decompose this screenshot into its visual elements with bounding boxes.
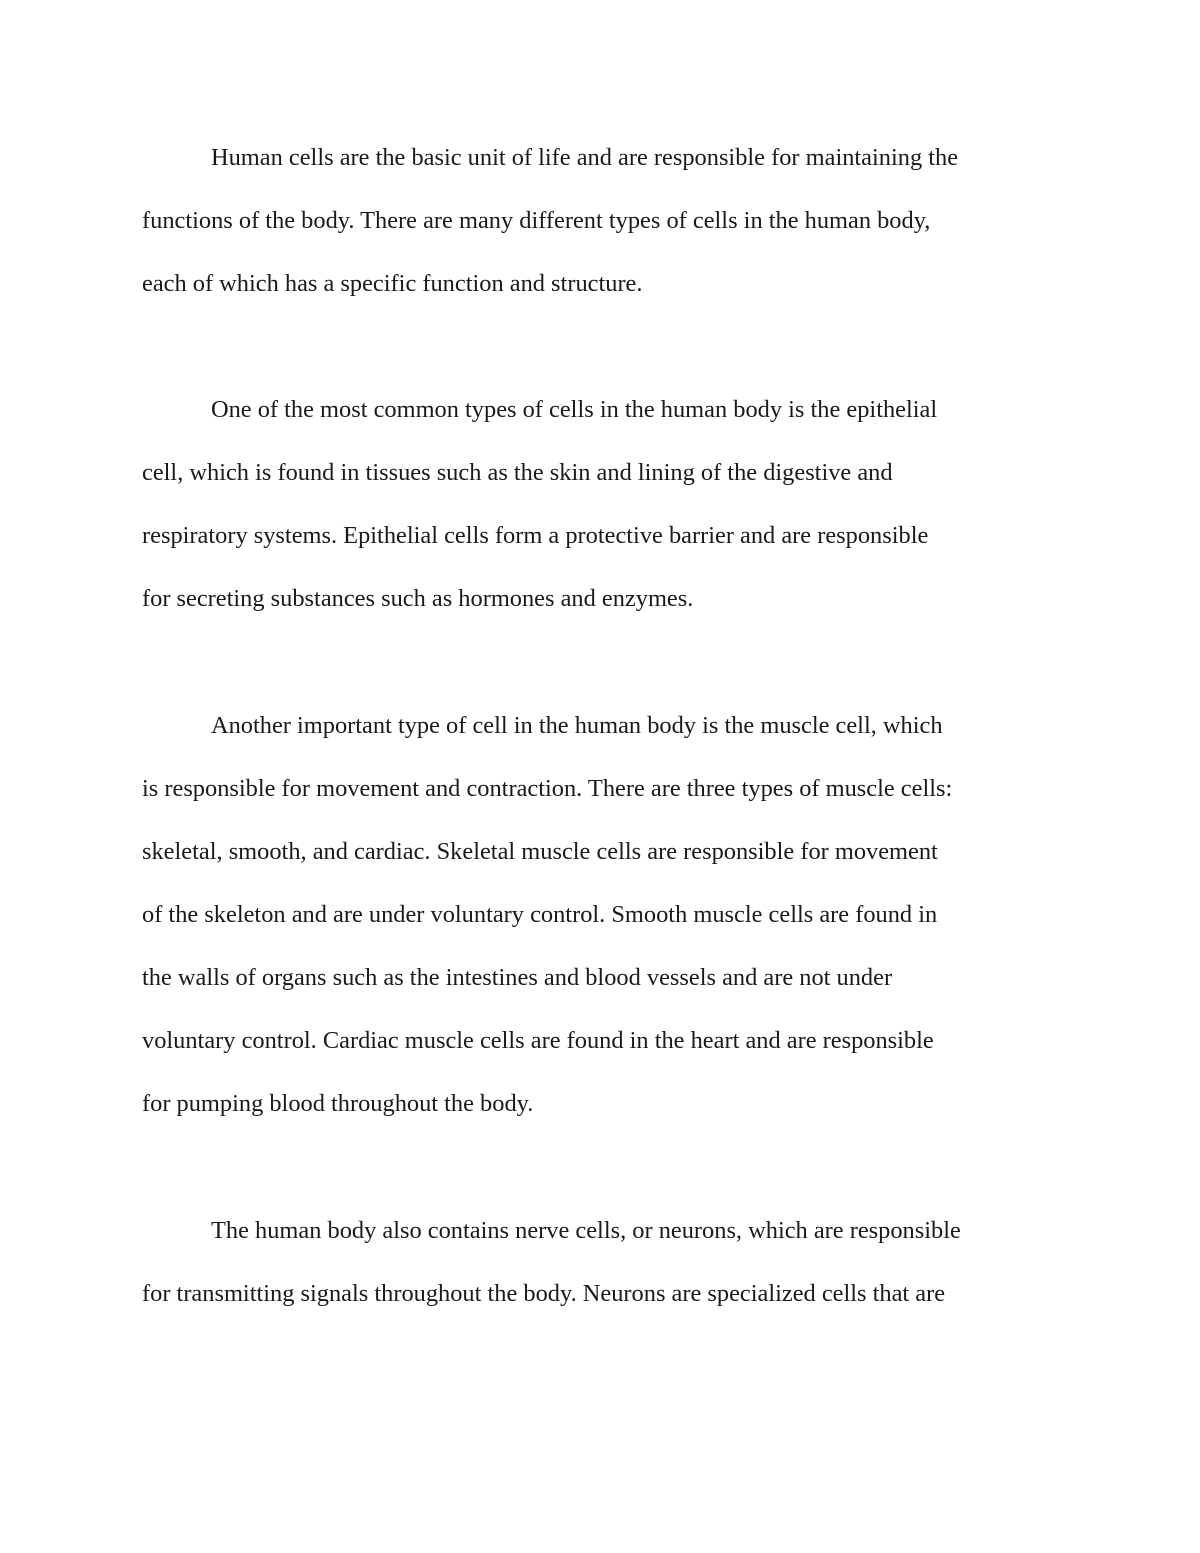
- paragraph-line: each of which has a specific function and structure.: [142, 270, 643, 297]
- paragraph-line: the walls of organs such as the intestines and blood vessels and are not under: [142, 964, 893, 991]
- paragraph-line: for transmitting signals throughout the body. Neurons are specialized cells that are: [142, 1280, 946, 1307]
- paragraph-line: skeletal, smooth, and cardiac. Skeletal muscle cells are responsible for movement: [142, 838, 938, 865]
- paragraph-line: Another important type of cell in the human body is the muscle cell, which: [211, 712, 943, 739]
- paragraph-line: Human cells are the basic unit of life and are responsible for maintaining the: [211, 144, 959, 171]
- paragraph-line: cell, which is found in tissues such as the skin and lining of the digestive and: [142, 459, 893, 486]
- paragraph-line: functions of the body. There are many different types of cells in the human body,: [142, 207, 931, 234]
- paragraph-line: The human body also contains nerve cells, or neurons, which are responsible: [211, 1217, 961, 1244]
- paragraph-line: One of the most common types of cells in the human body is the epithelial: [211, 396, 938, 423]
- paragraph-line: for secreting substances such as hormones and enzymes.: [142, 585, 694, 612]
- paragraph-line: respiratory systems. Epithelial cells form a protective barrier and are responsible: [142, 522, 929, 549]
- paragraph-line: is responsible for movement and contraction. There are three types of muscle cells:: [142, 775, 953, 802]
- paragraph-line: for pumping blood throughout the body.: [142, 1090, 534, 1117]
- paragraph-line: of the skeleton and are under voluntary control. Smooth muscle cells are found in: [142, 901, 938, 928]
- paragraph-line: voluntary control. Cardiac muscle cells are found in the heart and are responsible: [142, 1027, 934, 1054]
